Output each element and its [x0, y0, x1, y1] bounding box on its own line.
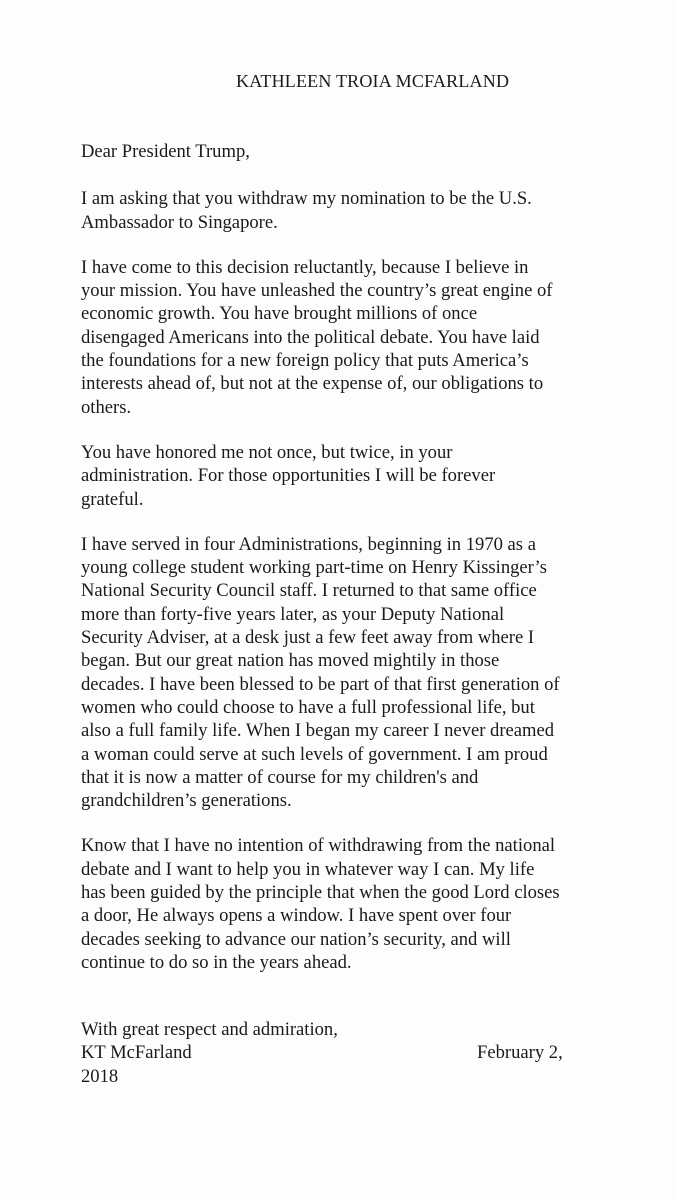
letter-date-month-day: February 2, — [477, 1042, 563, 1064]
closing-line: With great respect and admiration, — [81, 1019, 338, 1040]
paragraph-reasons: I have come to this decision reluctantly, because I believe in your mission. You have unleashed the country’s great engine of economic growth. You have brought millions of once disengaged Americans into the political debate. You have laid the foundations for a new foreign policy that puts America’s interests ahead of, but not at the expense of, our obligations to others. — [81, 256, 553, 418]
signature-name: KT McFarland — [81, 1042, 192, 1064]
paragraph-future-intentions: Know that I have no intention of withdrawing from the national debate and I want to help you in whatever way I can. My life has been guided by the principle that when the good Lord closes a door, He always opens a window. I have spent over four decades seeking to advance our nation’s security, and will continue to do so in the years ahead. — [81, 835, 560, 973]
signature-row — [81, 1041, 641, 1064]
letterhead-name: KATHLEEN TROIA MCFARLAND — [236, 71, 510, 91]
paragraph-career-history: I have served in four Administrations, beginning in 1970 as a young college student working part-time on Henry Kissinger’s National Security Council staff. I returned to that same office more than forty-five years later, as your Deputy National Security Adviser, at a desk just a few feet away from where I began. But our great nation has moved mightily in those decades. I have been blessed to be part of that first generation of women who could choose to have a full professional life, but also a full family life. When I began my career I never dreamed a woman could serve at such levels of government. I am proud that it is now a matter of course for my children's and grandchildren’s generations. — [81, 533, 560, 812]
closing-block — [81, 1018, 641, 1088]
letter-date-year: 2018 — [81, 1065, 119, 1087]
salutation: Dear President Trump, — [81, 141, 250, 162]
letter-body — [81, 140, 641, 996]
paragraph-gratitude: You have honored me not once, but twice, in your administration. For those opportunities I will be forever grateful. — [81, 441, 496, 510]
paragraph-withdrawal-request: I am asking that you withdraw my nomination to be the U.S. Ambassador to Singapore. — [81, 188, 532, 233]
